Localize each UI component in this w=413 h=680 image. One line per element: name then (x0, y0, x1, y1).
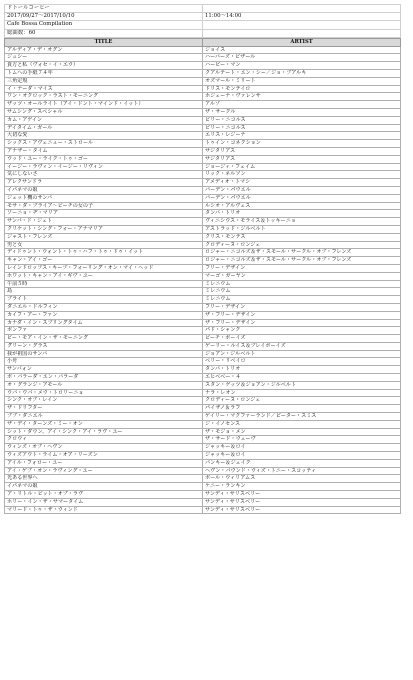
track-title: 光ある世界へ (5, 475, 203, 483)
table-row (5, 381, 401, 389)
table-row (5, 405, 401, 413)
track-title: ウィズアウト・ライム・オア・リーズン (5, 452, 203, 460)
blank-cell (203, 5, 401, 13)
track-artist: ボール・ウィリアムス (203, 475, 401, 483)
playlist-sheet (4, 4, 400, 514)
track-artist: トゥイン・コネクション (203, 140, 401, 148)
track-title: トムへの手紙７４年 (5, 70, 203, 78)
track-title: 貴方と私（ヴォセ・イ・エウ） (5, 62, 203, 70)
table-row (5, 46, 401, 54)
track-artist: ケニー・ランキン (203, 483, 401, 491)
track-title: アルディア・デ・オグン (5, 46, 203, 54)
table-row (5, 233, 401, 241)
track-title: アレクサンドラ (5, 179, 203, 187)
table-row (5, 108, 401, 116)
compilation-name: Cafe Bossa Compilation (5, 21, 203, 29)
table-row (5, 296, 401, 304)
table-row (5, 77, 401, 85)
track-title: ソーニョ・ヂ・マリア (5, 210, 203, 218)
track-title: クリケット・シング・フォー・アナマリア (5, 225, 203, 233)
track-title: ボンファ (5, 327, 203, 335)
table-row (5, 171, 401, 179)
track-artist: ビリー・ニコルス (203, 116, 401, 124)
track-artist: サンディ・サリスベリー (203, 506, 401, 514)
table-row (5, 147, 401, 155)
track-artist: フリー・デザイン (203, 303, 401, 311)
table-row (5, 498, 401, 506)
track-title: ザッツ・オールライト（アイ・ドント・マインド・イット） (5, 101, 203, 109)
track-artist: ジョージィ・フェイム (203, 163, 401, 171)
table-row (5, 132, 401, 140)
track-title: ホリー・イン・ザ・サマータイム (5, 498, 203, 506)
table-row (5, 491, 401, 499)
track-artist: ジョイス (203, 46, 401, 54)
table-row (5, 124, 401, 132)
track-title: ワン・オクロック・ラスト・モーニング (5, 93, 203, 101)
track-title: 気にしないさ (5, 171, 203, 179)
track-title: ザ・デイ・ターンズ・ミー・オン (5, 420, 203, 428)
track-title: サンバ・ド・ジェト (5, 218, 203, 226)
track-artist: オズマール・ミリート (203, 77, 401, 85)
table-row (5, 62, 401, 70)
track-total: 総曲数：60 (5, 29, 203, 37)
track-title: ブライト (5, 296, 203, 304)
track-artist: アストラッド・ジルベルト (203, 225, 401, 233)
track-artist: タンバ・トリオ (203, 366, 401, 374)
track-artist: タンバ・トリオ (203, 210, 401, 218)
table-row (5, 179, 401, 187)
track-artist: マーゴ・ガーヤン (203, 272, 401, 280)
track-title: ディドゥント・ウォント・トゥ・ハフ・トゥ・ドゥ・イット (5, 249, 203, 257)
track-artist: ハーピー・マン (203, 62, 401, 70)
track-artist: ザ・フリー・デザイン (203, 319, 401, 327)
track-artist: ロジャー・ニコルズ＆ザ・スモール・サークル・オブ・フレンズ (203, 249, 401, 257)
track-artist: アメディオ・トマシ (203, 179, 401, 187)
table-row (5, 225, 401, 233)
track-title: ウッド・ユー・ライク・トゥ・ゴー (5, 155, 203, 163)
table-row (5, 350, 401, 358)
track-title: キャン・アイ・ゴー (5, 257, 203, 265)
track-title: ア・リトル・ビット・オブ・ラヴ (5, 491, 203, 499)
track-artist: エヒベベー・４ (203, 374, 401, 382)
table-row (5, 358, 401, 366)
track-title: アナザー・タイム (5, 147, 203, 155)
track-title: カナダ・イン・スプリングタイム (5, 319, 203, 327)
table-row (5, 155, 401, 163)
table-row (5, 452, 401, 460)
track-artist: ペリー・リベイロ (203, 358, 401, 366)
track-title: アイ・ゲブ・オン・ラヴィング・ユー (5, 467, 203, 475)
table-row (5, 54, 401, 62)
track-title: ブブ・ダニエル (5, 413, 203, 421)
track-artist: ヘヴン・バウンド・ウィズ・トニー・スコッティ (203, 467, 401, 475)
track-title: ホワット・キャン・アイ・ギヴ・ユー (5, 272, 203, 280)
table-row (5, 366, 401, 374)
track-artist: サジタリアス (203, 155, 401, 163)
track-title: ボ・バラーダ・エン・バラーダ (5, 374, 203, 382)
track-artist: クアルテート・エン・シー／ジョ・ブアルキ (203, 70, 401, 78)
table-row (5, 397, 401, 405)
track-title: 大切な愛 (5, 132, 203, 140)
track-title: ジャスト・フレンズ (5, 233, 203, 241)
table-row (5, 85, 401, 93)
track-title: 三角定規 (5, 77, 203, 85)
table-row (5, 374, 401, 382)
track-title: 我が祖国のサンバ (5, 350, 203, 358)
table-row (5, 483, 401, 491)
track-title: 午前５時 (5, 280, 203, 288)
track-artist: ドリス・モンテイロ (203, 85, 401, 93)
shop-name: ドトールコーヒー (5, 5, 203, 13)
table-row (5, 210, 401, 218)
table-row (5, 342, 401, 350)
track-list (5, 46, 401, 514)
table-row (5, 93, 401, 101)
header-row-compilation (5, 21, 401, 29)
track-title: ウィンズ・オブ・ヘヴン (5, 444, 203, 452)
track-artist: クロディーヌ・ロンジェ (203, 241, 401, 249)
table-row (5, 389, 401, 397)
table-row (5, 249, 401, 257)
track-title: イパネマの娘 (5, 186, 203, 194)
column-header-title: TITLE (5, 38, 203, 46)
table-row (5, 280, 401, 288)
table-row (5, 272, 401, 280)
track-title: ダニエル・ドルフィン (5, 303, 203, 311)
header-table (4, 4, 401, 38)
track-artist: エリス・レジーナ (203, 132, 401, 140)
track-artist: ビリー・ニコルス (203, 124, 401, 132)
table-row (5, 186, 401, 194)
table-row (5, 327, 401, 335)
track-title: ザ・ドリフター (5, 405, 203, 413)
track-title: ピー・モア・イン・ザ・モーニング (5, 335, 203, 343)
track-artist: クリス・モンテス (203, 233, 401, 241)
track-title: 島 (5, 288, 203, 296)
table-row (5, 303, 401, 311)
table-row (5, 288, 401, 296)
track-artist: バーデン・パウエル (203, 194, 401, 202)
table-row (5, 70, 401, 78)
period: 2017/09/27〜2017/10/10 (5, 13, 203, 21)
track-artist: ジャッキー＆ロイ (203, 444, 401, 452)
track-title: ウバ・ウバ・メウ・トロリーニョ (5, 389, 203, 397)
header-row-period (5, 13, 401, 21)
track-title: シット・ダウン、アイ・シンク・アイ・ラヴ・ユー (5, 428, 203, 436)
track-title: レインドロップス・キープ・フォーリング・オン・マイ・ヘッド (5, 264, 203, 272)
table-row (5, 257, 401, 265)
track-artist: ルシオ・アルヴェス (203, 202, 401, 210)
track-artist: ジャッキー＆ロイ (203, 452, 401, 460)
table-row (5, 202, 401, 210)
track-artist: ロジャー・ニコルズ＆ザ・スモール・サークル・オブ・フレンズ (203, 257, 401, 265)
track-artist: リック・ネルソン (203, 171, 401, 179)
track-artist: サジタリアス (203, 147, 401, 155)
track-artist: ジョアン・ジルベルト (203, 350, 401, 358)
track-artist: スタン・ゲッツ＆ジョアン・ジルベルト (203, 381, 401, 389)
track-title: ジェット機のサンバ (5, 194, 203, 202)
track-table (4, 38, 401, 515)
track-artist: ナラ・レオン (203, 389, 401, 397)
track-title: イパネマの娘 (5, 483, 203, 491)
track-artist: ホジェーナ・ヴァレンサ (203, 93, 401, 101)
table-row (5, 436, 401, 444)
blank-cell (203, 29, 401, 37)
column-header-row (5, 38, 401, 46)
table-row (5, 194, 401, 202)
table-row (5, 264, 401, 272)
track-title: シックス・アヴェニュー・ストロール (5, 140, 203, 148)
track-artist: クロディーヌ・ロンジェ (203, 397, 401, 405)
track-artist: サンディ・サリスベリー (203, 498, 401, 506)
track-title: クロウィ (5, 436, 203, 444)
track-title: カイフ・アー・ファン (5, 311, 203, 319)
table-row (5, 428, 401, 436)
track-artist: ザ・フリー・デザイン (203, 311, 401, 319)
track-artist: ゲーリー・ルイス＆プレイボーイズ (203, 342, 401, 350)
track-artist: ジ・イノセンス (203, 420, 401, 428)
track-title: ジュシー (5, 54, 203, 62)
table-row (5, 101, 401, 109)
track-artist: パド・シャンク (203, 327, 401, 335)
table-row (5, 218, 401, 226)
track-title: グリーン・グラス (5, 342, 203, 350)
track-artist: フリー・デザイン (203, 264, 401, 272)
table-row (5, 413, 401, 421)
track-artist: ザ・サークル (203, 108, 401, 116)
column-header-artist: ARTIST (203, 38, 401, 46)
track-artist: ザ・モジョ・メン (203, 428, 401, 436)
track-title: シンク・オブ・レイン (5, 397, 203, 405)
track-title: デイタイム・ガール (5, 124, 203, 132)
track-artist: ミレニウム (203, 280, 401, 288)
track-artist: ヴィニシウス・モライス＆トッキーニョ (203, 218, 401, 226)
track-title: カム・アゲイン (5, 116, 203, 124)
table-row (5, 163, 401, 171)
table-row (5, 467, 401, 475)
hours: 11:00〜14:00 (203, 13, 401, 21)
table-row (5, 241, 401, 249)
track-artist: ゲイリー・マクファーランド／ピーター・スミス (203, 413, 401, 421)
track-title: 小舟 (5, 358, 203, 366)
track-title: イージー・ラヴィン・イージー・リヴィン (5, 163, 203, 171)
track-artist: アルゾ (203, 101, 401, 109)
track-artist: ミレニウム (203, 296, 401, 304)
track-artist: サンディ・サリスベリー (203, 491, 401, 499)
table-row (5, 140, 401, 148)
track-artist: パイザノ＆ラフ (203, 405, 401, 413)
track-title: 男と女 (5, 241, 203, 249)
table-row (5, 335, 401, 343)
table-row (5, 116, 401, 124)
blank-cell (203, 21, 401, 29)
track-artist: ザ・サード・ウェーヴ (203, 436, 401, 444)
track-title: アイル・フォロー・ユー (5, 459, 203, 467)
track-artist: ビーチ・ボーイズ (203, 335, 401, 343)
track-title: イ・ナーダ・マイス (5, 85, 203, 93)
track-title: モサ・ダ・プライア〜ビーチの女の子 (5, 202, 203, 210)
table-row (5, 475, 401, 483)
table-row (5, 420, 401, 428)
track-title: マリード・トゥ・ザ・ウィンド (5, 506, 203, 514)
track-artist: バンキー＆ジェイク (203, 459, 401, 467)
track-artist: ミレニウム (203, 288, 401, 296)
track-title: サムシング・スペシャル (5, 108, 203, 116)
track-title: オ・グランジ・アモール (5, 381, 203, 389)
table-row (5, 459, 401, 467)
table-row (5, 444, 401, 452)
table-row (5, 319, 401, 327)
track-artist: ハーバーズ・ビザール (203, 54, 401, 62)
track-title: サンバォン (5, 366, 203, 374)
header-row-total (5, 29, 401, 37)
header-row-shop (5, 5, 401, 13)
table-row (5, 506, 401, 514)
table-row (5, 311, 401, 319)
track-artist: バーデン・パウエル (203, 186, 401, 194)
